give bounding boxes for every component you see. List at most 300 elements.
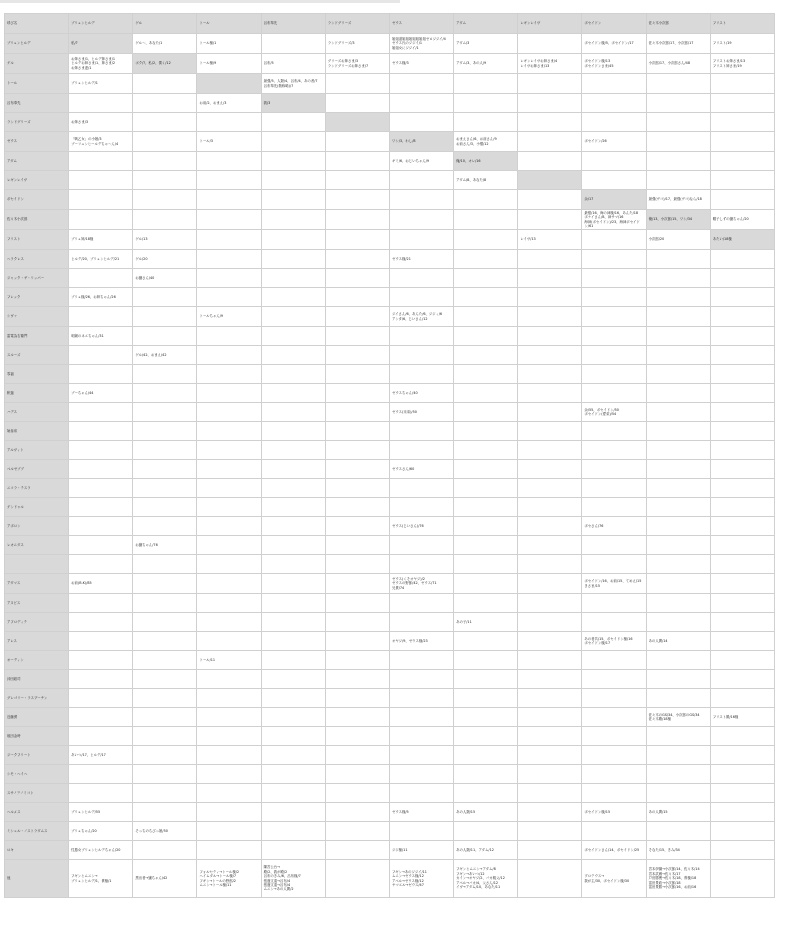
table-cell (325, 574, 389, 594)
column-header: 呼び名 (5, 14, 69, 34)
table-cell (582, 250, 646, 269)
table-row (5, 822, 775, 841)
row-header: アヌビス (5, 594, 69, 613)
table-cell (646, 132, 710, 152)
table-cell (646, 765, 710, 784)
table-cell (454, 536, 518, 555)
table-cell (454, 574, 518, 594)
row-header: 始皇帝 (5, 422, 69, 441)
table-cell: 陳宮公台→ 殿/2、我が殿/2 呂布のきみ/6、呂布様/7 張遼文遠→呂布/4 張遼文遠→呂布/4 ムニン→あの人間/2 (261, 860, 325, 898)
table-cell (646, 651, 710, 670)
table-cell: ポセさん/76 (582, 517, 646, 536)
table-cell (518, 860, 582, 898)
table-cell (646, 403, 710, 422)
table-cell (582, 422, 646, 441)
table-cell (69, 441, 133, 460)
table-cell (389, 594, 453, 613)
table-cell: オヤジ/9、ゼウス様/23 (389, 632, 453, 651)
column-header: 佐々木小次郎 (646, 14, 710, 34)
table-cell (646, 746, 710, 765)
table-cell (454, 555, 518, 574)
table-cell (582, 441, 646, 460)
table-cell (389, 651, 453, 670)
table-cell (261, 132, 325, 152)
table-cell (325, 210, 389, 230)
table-cell (710, 269, 774, 288)
table-cell (454, 230, 518, 250)
table-cell (197, 555, 261, 574)
table-cell (325, 651, 389, 670)
table-cell (582, 727, 646, 746)
table-cell (518, 555, 582, 574)
table-row (5, 460, 775, 479)
table-cell: ゼウス様/5 (389, 803, 453, 822)
table-cell (646, 365, 710, 384)
row-header: アダム (5, 152, 69, 171)
table-cell (261, 841, 325, 860)
row-header: 他 (5, 860, 69, 898)
table-cell (518, 34, 582, 54)
table-cell (133, 327, 197, 346)
table-cell: 宮本伊織→小次郎/14、佐々木/14 宮本武蔵→佐々木/17 戸田勝俊→佐々木/18、貴様/18 富田景政→小次郎/18 富田景勝→小次郎/16、お前/16 (646, 860, 710, 898)
table-cell: 最強/5、人類/4、呂布/4、あの者/7 呂布奉先(敬称略)/7 (261, 74, 325, 94)
table-cell: フリストお姉さま/13 フリスト姉さま/19 (710, 54, 774, 74)
table-cell (518, 307, 582, 327)
column-header: ゼウス (389, 14, 453, 34)
table-cell (325, 327, 389, 346)
table-cell (133, 555, 197, 574)
table-cell (197, 841, 261, 860)
table-cell (197, 479, 261, 498)
table-cell (69, 152, 133, 171)
table-cell (646, 94, 710, 113)
table-cell (518, 113, 582, 132)
table-cell: トール/3 (197, 132, 261, 152)
table-cell: 私/? (69, 34, 133, 54)
table-cell (389, 536, 453, 555)
table-cell (518, 422, 582, 441)
table-cell (710, 307, 774, 327)
table-row (5, 54, 775, 74)
table-row (5, 803, 775, 822)
table-cell (518, 190, 582, 210)
table-cell (646, 113, 710, 132)
table-cell (646, 171, 710, 190)
table-cell (325, 171, 389, 190)
table-cell (454, 498, 518, 517)
table-cell (518, 613, 582, 632)
table-cell (69, 689, 133, 708)
table-cell (325, 230, 389, 250)
table-cell (389, 74, 453, 94)
table-cell (389, 670, 453, 689)
table-cell (646, 727, 710, 746)
table-row (5, 132, 775, 152)
table-cell (133, 517, 197, 536)
table-cell (710, 498, 774, 517)
table-row (5, 651, 775, 670)
row-header: ゼウス (5, 132, 69, 152)
table-cell (325, 555, 389, 574)
table-cell (325, 517, 389, 536)
table-cell (454, 651, 518, 670)
table-cell (133, 784, 197, 803)
table-cell (518, 574, 582, 594)
table-cell (69, 171, 133, 190)
row-header: ランドグリーズ (5, 113, 69, 132)
table-cell (582, 171, 646, 190)
table-cell (325, 190, 389, 210)
row-header: 坂田金時 (5, 727, 69, 746)
table-cell (646, 594, 710, 613)
table-cell (197, 384, 261, 403)
table-cell (518, 441, 582, 460)
table-cell (325, 288, 389, 307)
table-cell: 余/17 (582, 190, 646, 210)
table-row (5, 689, 775, 708)
table-cell (518, 632, 582, 651)
row-header: ジャック・ザ・リッパー (5, 269, 69, 288)
table-cell (646, 422, 710, 441)
table-cell: あの人間/14 (646, 632, 710, 651)
column-header: 呂布奉先 (261, 14, 325, 34)
table-cell (710, 860, 774, 898)
table-cell (325, 784, 389, 803)
table-row (5, 288, 775, 307)
table-cell: 黒出者→嬢ちゃん/42 (133, 860, 197, 898)
table-cell (454, 441, 518, 460)
table-cell (582, 346, 646, 365)
table-cell (197, 822, 261, 841)
table-cell (133, 403, 197, 422)
table-cell: フギン→あのジジイ/11 ムニン→ゼウス様/12 アベル→ゼウス様/12 ヤマエル→ゼウス/47 (389, 860, 453, 898)
table-cell (261, 727, 325, 746)
row-header: アダマス (5, 574, 69, 594)
table-cell (710, 613, 774, 632)
table-cell (133, 498, 197, 517)
table-cell (454, 422, 518, 441)
table-cell (454, 346, 518, 365)
table-cell (325, 460, 389, 479)
table-cell (454, 365, 518, 384)
table-cell: ゼウス様/21 (389, 250, 453, 269)
table-cell (582, 613, 646, 632)
table-cell (454, 327, 518, 346)
table-cell (710, 670, 774, 689)
table-cell (710, 727, 774, 746)
table-cell (261, 171, 325, 190)
table-cell: ワシ/3、わし/8 (389, 132, 453, 152)
table-cell: レイヴ/13 (518, 230, 582, 250)
table-cell (454, 479, 518, 498)
table-cell (197, 574, 261, 594)
table-cell (197, 210, 261, 230)
table-cell (69, 555, 133, 574)
column-header: レギンレイヴ (518, 14, 582, 34)
table-cell (454, 307, 518, 327)
table-cell (325, 422, 389, 441)
table-cell (710, 765, 774, 784)
table-cell (710, 422, 774, 441)
table-cell (646, 327, 710, 346)
table-cell (454, 250, 518, 269)
table-row (5, 152, 775, 171)
table-cell (197, 190, 261, 210)
table-cell: ゼウス(じいさん)/76 (389, 517, 453, 536)
table-cell (646, 822, 710, 841)
row-header: トール (5, 74, 69, 94)
table-cell (325, 613, 389, 632)
table-cell (261, 403, 325, 422)
table-cell: アダム/3、あの人/9 (454, 54, 518, 74)
table-row (5, 269, 775, 288)
table-cell (518, 765, 582, 784)
table-cell (710, 574, 774, 594)
table-cell (133, 152, 197, 171)
row-header: アポロン (5, 517, 69, 536)
top-scrollbar (0, 0, 400, 3)
table-cell (133, 384, 197, 403)
table-cell (69, 422, 133, 441)
table-cell (133, 746, 197, 765)
table-row (5, 594, 775, 613)
table-cell (69, 670, 133, 689)
row-header: スサノヲノミコト (5, 784, 69, 803)
table-cell: レギンレイヴお姉さま/4 レイヴお姉さま/13 (518, 54, 582, 74)
table-cell: プロテウス→ 我が主/30、ポセイドン様/30 (582, 860, 646, 898)
table-cell (133, 632, 197, 651)
table-row (5, 230, 775, 250)
table-cell (710, 152, 774, 171)
table-cell (261, 479, 325, 498)
table-cell: ゲル/13 (133, 230, 197, 250)
table-cell: トール様/9 (197, 54, 261, 74)
table-cell (582, 113, 646, 132)
table-cell (454, 708, 518, 727)
table-row (5, 517, 775, 536)
table-cell (133, 441, 197, 460)
table-cell (518, 498, 582, 517)
table-row (5, 727, 775, 746)
table-row (5, 479, 775, 498)
table-cell (710, 190, 774, 210)
table-row (5, 632, 775, 651)
table-cell: 最強(ザコ)/17、最強(ザコ)なら/18 (646, 190, 710, 210)
table-cell (710, 479, 774, 498)
table-cell: フリスト殿/16様 (710, 708, 774, 727)
table-cell (710, 250, 774, 269)
row-header: ヘルメス (5, 803, 69, 822)
table-cell (69, 210, 133, 230)
table-cell: あいつ/17、ヒルデ/17 (69, 746, 133, 765)
table-cell (454, 632, 518, 651)
table-cell (710, 346, 774, 365)
table-cell (325, 536, 389, 555)
table-cell (389, 441, 453, 460)
table-cell: あの子/11 (454, 613, 518, 632)
table-cell (133, 803, 197, 822)
table-cell: アダム/8、あなた/8 (454, 171, 518, 190)
table-cell: ゼウスちゃん/40 (389, 384, 453, 403)
table-row (5, 94, 775, 113)
table-cell (325, 670, 389, 689)
column-header: ランドグリーズ (325, 14, 389, 34)
table-cell (389, 269, 453, 288)
table-row (5, 210, 775, 230)
row-header: ジークフリート (5, 746, 69, 765)
table-cell (582, 152, 646, 171)
table-cell (325, 632, 389, 651)
table-cell (389, 689, 453, 708)
table-cell (69, 94, 133, 113)
table-row (5, 441, 775, 460)
table-row (5, 784, 775, 803)
table-cell (389, 613, 453, 632)
table-cell (69, 765, 133, 784)
table-cell (261, 803, 325, 822)
table-cell (646, 74, 710, 94)
table-cell (325, 498, 389, 517)
table-cell (582, 651, 646, 670)
table-cell (454, 594, 518, 613)
table-cell: トール様/1 (197, 34, 261, 54)
table-cell: ゲル〜、あなた/1 (133, 34, 197, 54)
table-cell: お嬢ちゃん/76 (133, 536, 197, 555)
table-cell (197, 171, 261, 190)
table-cell (133, 613, 197, 632)
table-cell: 佐々木のGS/34、小次郎のGS/34 佐々木殿/18様 (646, 708, 710, 727)
table-cell (454, 94, 518, 113)
table-cell (261, 460, 325, 479)
table-cell (518, 517, 582, 536)
table-cell (582, 269, 646, 288)
table-cell (518, 152, 582, 171)
table-cell (582, 498, 646, 517)
table-cell (518, 841, 582, 860)
table-cell (69, 594, 133, 613)
table-cell (261, 555, 325, 574)
table-cell (646, 689, 710, 708)
table-cell (325, 689, 389, 708)
table-cell (197, 230, 261, 250)
table-cell (197, 327, 261, 346)
table-cell (710, 365, 774, 384)
table-row (5, 765, 775, 784)
table-cell (325, 765, 389, 784)
table-cell (454, 670, 518, 689)
table-cell: そっちのちびっ娘/50 (133, 822, 197, 841)
table-cell (325, 594, 389, 613)
row-header: ゲンドゥル (5, 498, 69, 517)
table-cell (133, 132, 197, 152)
table-cell: あたい/18様 (710, 230, 774, 250)
table-cell (197, 689, 261, 708)
table-cell: ジジ様/11 (389, 841, 453, 860)
table-cell (69, 727, 133, 746)
row-header: 雷電為右衛門 (5, 327, 69, 346)
table-cell (133, 190, 197, 210)
table-cell (646, 670, 710, 689)
table-cell (710, 384, 774, 403)
table-cell (325, 269, 389, 288)
table-cell (710, 841, 774, 860)
table-cell (454, 784, 518, 803)
row-header: 沖田総司 (5, 670, 69, 689)
table-cell (197, 460, 261, 479)
table-cell (261, 113, 325, 132)
table-cell (389, 708, 453, 727)
table-row (5, 841, 775, 860)
table-cell (454, 210, 518, 230)
table-row (5, 498, 775, 517)
row-header: ポセイドン (5, 190, 69, 210)
table-cell (197, 346, 261, 365)
table-cell (582, 74, 646, 94)
table-cell: おまえさん/6、お前さん/9 お前さん/3、小僧/12 (454, 132, 518, 152)
row-header: シヴァ (5, 307, 69, 327)
table-cell (518, 346, 582, 365)
table-cell (582, 384, 646, 403)
table-cell: 佐々木小次郎/17、小次郎/17 (646, 34, 710, 54)
table-cell: ゲル/20 (133, 250, 197, 269)
table-cell (518, 210, 582, 230)
table-cell (261, 536, 325, 555)
table-row (5, 171, 775, 190)
table-cell: ボク/?、私/2、僕く/12 (133, 54, 197, 74)
table-cell: ランドグリーズ/3 (325, 34, 389, 54)
table-cell (454, 460, 518, 479)
table-cell: フリスト/19 (710, 34, 774, 54)
table-cell (582, 365, 646, 384)
table-cell: 俺/10、オレ/16 (454, 152, 518, 171)
table-cell (197, 803, 261, 822)
table-cell (582, 594, 646, 613)
table-cell (197, 152, 261, 171)
table-cell (710, 784, 774, 803)
table-cell (389, 230, 453, 250)
row-header: レオニダス (5, 536, 69, 555)
table-cell (261, 210, 325, 230)
table-cell (69, 536, 133, 555)
table-cell (518, 269, 582, 288)
table-cell (325, 74, 389, 94)
table-cell (582, 689, 646, 708)
table-cell (133, 74, 197, 94)
table-cell (710, 651, 774, 670)
table-cell (197, 403, 261, 422)
table-cell (197, 365, 261, 384)
table-cell (710, 132, 774, 152)
table-cell (389, 210, 453, 230)
table-cell (69, 460, 133, 479)
table-cell (454, 689, 518, 708)
table-cell (518, 708, 582, 727)
table-cell: お姉さま/1、ヒルデ姉さま/1 ヒルデお姉さま/1、姉さま/2 お姉さま達/1 (69, 54, 133, 74)
table-cell (197, 441, 261, 460)
table-cell (582, 784, 646, 803)
table-cell: 性悪女ブリュンヒルデちゃん/20 (69, 841, 133, 860)
table-cell (261, 613, 325, 632)
table-cell: ブリュちゃん/20 (69, 822, 133, 841)
table-cell (518, 784, 582, 803)
table-cell (133, 594, 197, 613)
row-header: アレス (5, 632, 69, 651)
table-cell (261, 346, 325, 365)
table-cell (261, 422, 325, 441)
table-cell: トールちゃん/9 (197, 307, 261, 327)
table-row (5, 34, 775, 54)
row-header: アルヴィト (5, 441, 69, 460)
